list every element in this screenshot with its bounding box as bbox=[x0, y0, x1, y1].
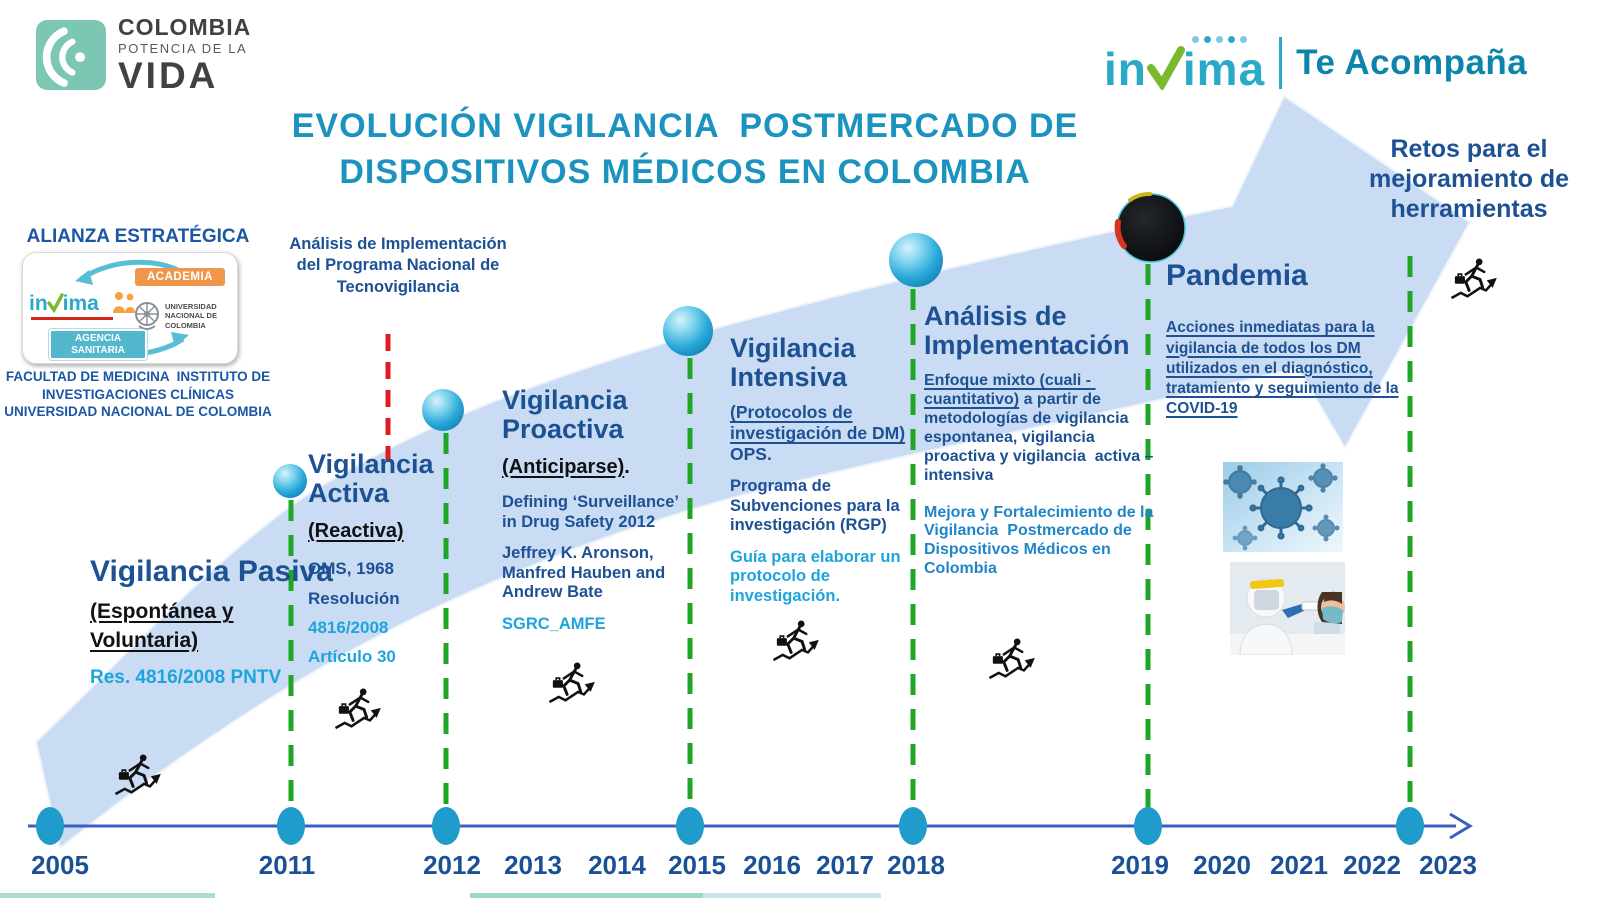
coronavirus-image bbox=[1223, 462, 1343, 552]
milestone-title: Análisis de Implementación bbox=[924, 301, 1130, 361]
milestone-subtitle: (Espontánea y Voluntaria) bbox=[90, 600, 234, 652]
milestone-line: Resolución bbox=[308, 588, 400, 608]
alianza-invima-logo bbox=[29, 293, 99, 314]
milestone-vigilancia-intensiva bbox=[730, 334, 906, 606]
alianza-caption: FACULTAD DE MEDICINA INSTITUTO DE INVESTIGACIONES CLÍNICAS UNIVERSIDAD NACIONAL DE COLOMBIA bbox=[4, 369, 274, 420]
alianza-heading: ALIANZA ESTRATÉGICA bbox=[26, 226, 250, 247]
page-title-line1: EVOLUCIÓN VIGILANCIA POSTMERCADO DE bbox=[291, 107, 1079, 145]
invima-tagline: Te Acompaña bbox=[1296, 43, 1528, 82]
alianza-invima-check-icon bbox=[47, 293, 64, 313]
year-label: 2018 bbox=[887, 850, 945, 880]
agencia-sanitaria-badge: AGENCIA SANITARIA bbox=[49, 329, 147, 360]
milestone-title: Vigilancia Activa bbox=[308, 449, 434, 509]
academia-badge: ACADEMIA bbox=[135, 268, 225, 286]
invima-logo bbox=[1104, 34, 1528, 95]
universidad-label: UNIVERSIDAD NACIONAL DE COLOMBIA bbox=[165, 301, 217, 330]
year-label: 2015 bbox=[668, 850, 726, 880]
milestone-pandemia bbox=[1166, 260, 1422, 419]
milestone-title: Vigilancia Intensiva bbox=[730, 333, 856, 393]
runner-progress-icon bbox=[990, 639, 1035, 678]
milestone-ball-2011 bbox=[273, 464, 307, 498]
colombia-logo-line3: VIDA bbox=[118, 55, 219, 96]
runner-progress-icon bbox=[550, 663, 595, 702]
universidad-nacional-logo bbox=[133, 299, 227, 333]
bottom-strip-segment bbox=[0, 893, 215, 898]
milestone-retos: Retos para el mejoramiento de herramientas bbox=[1368, 135, 1570, 223]
colombia-logo-line1: COLOMBIA bbox=[118, 14, 252, 40]
milestone-title: Pandemia bbox=[1166, 259, 1308, 292]
milestone-body: Enfoque mixto (cuali - cuantitativo) a partir de metodologías de vigilancia espontanea, vigilancia proactiva y vigilancia activa – intensiva bbox=[924, 372, 1158, 484]
timeline-dot-2019 bbox=[1134, 807, 1162, 845]
bottom-strip-segment bbox=[703, 893, 881, 898]
milestone-subtitle: (Anticiparse). bbox=[502, 456, 630, 479]
invima-check-icon bbox=[1145, 46, 1185, 90]
invima-text-right: ima bbox=[1182, 43, 1266, 95]
milestone-vigilancia-activa bbox=[308, 450, 493, 668]
invima-wordmark bbox=[1104, 34, 1266, 95]
alianza-invima-left: in bbox=[29, 292, 48, 315]
year-label: 2005 bbox=[31, 850, 89, 880]
bottom-strip-segment bbox=[470, 893, 703, 898]
milestone-authors: Jeffrey K. Aronson, Manfred Hauben and Andrew Bate bbox=[502, 544, 666, 602]
milestone-note: Guía para elaborar un protocolo de investigación. bbox=[730, 547, 901, 605]
milestone-title: Vigilancia Pasiva bbox=[90, 555, 333, 588]
invima-divider bbox=[1279, 37, 1282, 89]
milestone-note: Res. 4816/2008 PNTV bbox=[90, 667, 282, 689]
page-title bbox=[250, 104, 1120, 196]
timeline-dot-2005 bbox=[36, 807, 64, 845]
year-label: 2016 bbox=[743, 850, 801, 880]
year-label: 2014 bbox=[588, 850, 646, 880]
year-label: 2020 bbox=[1193, 850, 1251, 880]
invima-text-left: in bbox=[1104, 43, 1147, 95]
universidad-crest-icon bbox=[133, 299, 161, 333]
alianza-invima-subline bbox=[31, 317, 113, 320]
milestone-ball-2015 bbox=[663, 306, 713, 356]
milestone-line: OMS, 1968 bbox=[308, 559, 394, 579]
milestone-body: Programa de Subvenciones para la investigación (RGP) bbox=[730, 477, 900, 535]
runner-progress-icon bbox=[1452, 259, 1497, 298]
colombia-wave-icon bbox=[36, 20, 106, 90]
year-label: 2017 bbox=[816, 850, 874, 880]
timeline-dot-2012 bbox=[432, 807, 460, 845]
invima-people-dots bbox=[1192, 36, 1247, 43]
milestone-ball-2012 bbox=[422, 389, 464, 431]
milestone-title: Vigilancia Proactiva bbox=[502, 385, 628, 445]
timeline-dot-2015 bbox=[676, 807, 704, 845]
milestone-ball-2019-virus bbox=[1117, 194, 1185, 262]
year-label: 2023 bbox=[1419, 850, 1477, 880]
milestone-reference: Defining ‘Surveillance’ in Drug Safety 2012 bbox=[502, 493, 679, 531]
milestone-ball-2018 bbox=[889, 233, 943, 287]
milestone-tecnovigilancia: Análisis de Implementación del Programa Nacional de Tecnovigilancia bbox=[289, 235, 507, 296]
milestone-subtitle: (Reactiva) bbox=[308, 520, 404, 543]
alianza-card bbox=[22, 252, 238, 364]
year-label: 2021 bbox=[1270, 850, 1328, 880]
timeline-dot-2018 bbox=[899, 807, 927, 845]
colombia-logo bbox=[36, 16, 251, 94]
alianza-invima-right: ima bbox=[62, 292, 99, 315]
milestone-vigilancia-pasiva bbox=[90, 556, 340, 689]
year-label: 2022 bbox=[1343, 850, 1401, 880]
milestone-body: Acciones inmediatas para la vigilancia de todos los DM utilizados en el diagnóstico, tratamiento y seguimiento de la COVID-19 bbox=[1166, 319, 1399, 417]
year-label: 2019 bbox=[1111, 850, 1169, 880]
year-label: 2013 bbox=[504, 850, 562, 880]
milestone-tag: SGRC_AMFE bbox=[502, 614, 606, 633]
colombia-logo-line2: POTENCIA DE LA bbox=[118, 41, 248, 56]
timeline-dot-2011 bbox=[277, 807, 305, 845]
runner-progress-icon bbox=[336, 689, 381, 728]
year-label: 2011 bbox=[258, 850, 316, 880]
milestone-vigilancia-proactiva bbox=[502, 386, 694, 634]
milestone-note: Mejora y Fortalecimiento de la Vigilancia Postmercado de Dispositivos Médicos en Colombia bbox=[924, 503, 1158, 578]
year-label: 2012 bbox=[423, 850, 481, 880]
milestone-line: Artículo 30 bbox=[308, 647, 396, 667]
runner-progress-icon bbox=[774, 621, 819, 660]
page-title-line2: DISPOSITIVOS MÉDICOS EN COLOMBIA bbox=[339, 152, 1031, 191]
timeline-dot-2023 bbox=[1396, 807, 1424, 845]
milestone-analisis-implementacion bbox=[924, 302, 1164, 579]
milestone-subtitle: (Protocolos de investigación de DM) OPS. bbox=[730, 402, 906, 465]
milestone-line: 4816/2008 bbox=[308, 618, 389, 638]
ppe-screening-image bbox=[1230, 562, 1345, 655]
